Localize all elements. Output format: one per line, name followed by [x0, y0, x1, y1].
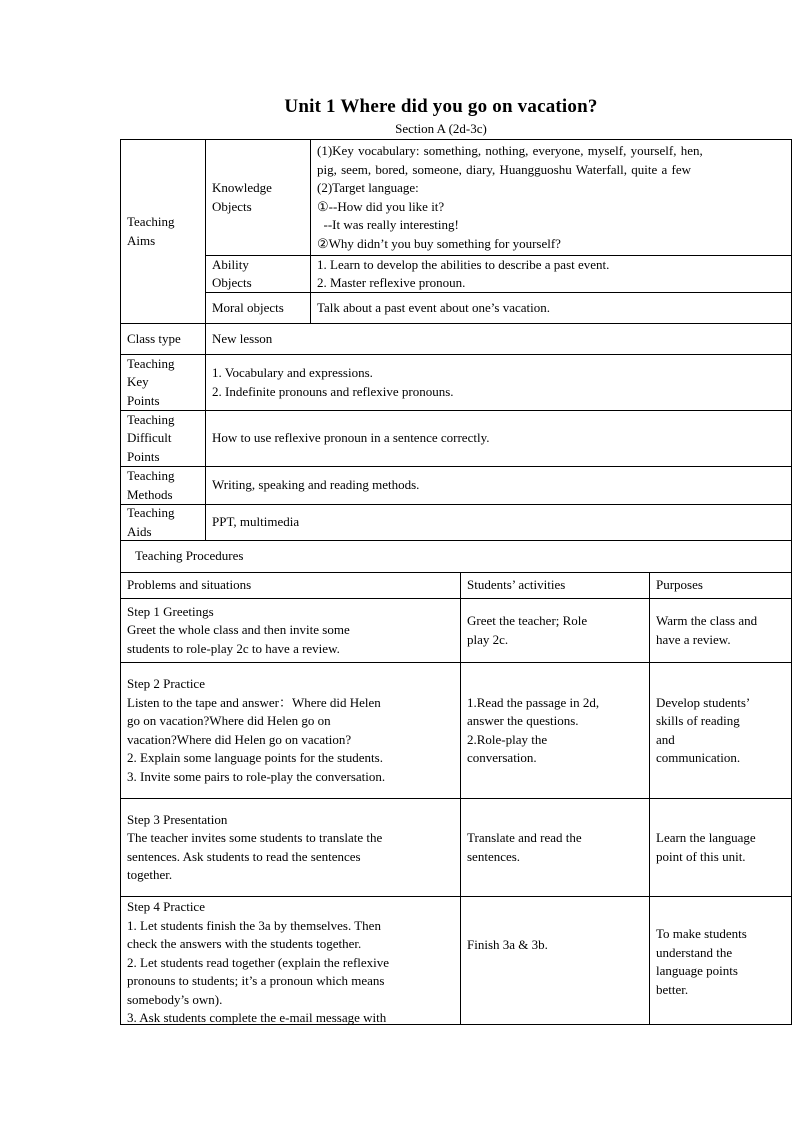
step-3-purposes: Learn the language point of this unit.	[656, 830, 756, 864]
step-1-activities: Greet the teacher; Role play 2c.	[467, 613, 588, 647]
step-1-purposes: Warm the class and have a review.	[656, 613, 758, 647]
step-3-problems: Step 3 Presentation The teacher invites some students to translate the sentences. Ask students to read the sentences together.	[127, 811, 383, 882]
step-3-activities: Translate and read the sentences.	[467, 830, 582, 864]
difficult-points-content: How to use reflexive pronoun in a sentence correctly.	[212, 430, 490, 446]
key-points-label: Teaching Key Points	[127, 355, 175, 408]
step-4-activities: Finish 3a & 3b.	[467, 936, 548, 952]
aids-content: PPT, multimedia	[212, 514, 300, 530]
class-type-label: Class type	[127, 330, 181, 346]
teaching-aims-label: Teaching Aims	[127, 214, 175, 248]
step-1-problems: Step 1 Greetings Greet the whole class and then invite some students to role-play 2c to have a review.	[127, 603, 350, 656]
methods-label: Teaching Methods	[127, 468, 175, 502]
step-4-purposes: To make students understand the language points better.	[656, 926, 747, 997]
difficult-points-label: Teaching Difficult Points	[127, 411, 175, 464]
methods-content: Writing, speaking and reading methods.	[212, 477, 420, 493]
step-2-problems: Step 2 Practice Listen to the tape and answer：Where did Helen go on vacation?Where did Helen go on vacation?Where did Helen go on vacation? 2. Explain some language points for the students. 3. Invite some pairs to role-play the conversation.	[127, 676, 386, 784]
procedures-heading: Teaching Procedures	[135, 548, 244, 564]
aids-label: Teaching Aids	[127, 505, 175, 539]
knowledge-objects-label: Knowledge Objects	[212, 180, 272, 214]
step-4-problems: Step 4 Practice 1. Let students finish the 3a by themselves. Then check the answers with the students together. 2. Let students read together (explain the reflexive pronouns to students; it’s a pronoun which means somebody’s own). 3. Ask students complete the e-mail message with	[127, 899, 390, 1024]
moral-objects-label: Moral objects	[212, 299, 284, 315]
ability-objects-content: 1. Learn to develop the abilities to describe a past event. 2. Master reflexive pronoun.	[317, 256, 610, 290]
document-title: Unit 1 Where did you go on vacation?	[284, 96, 598, 117]
column-header-purposes: Purposes	[656, 577, 703, 593]
document-subtitle: Section A (2d-3c)	[395, 121, 487, 136]
ability-objects-label: Ability Objects	[212, 256, 252, 290]
step-2-purposes: Develop students’ skills of reading and communication.	[656, 694, 751, 765]
step-2-activities: 1.Read the passage in 2d, answer the questions. 2.Role-play the conversation.	[467, 694, 600, 765]
key-points-content: 1. Vocabulary and expressions. 2. Indefinite pronouns and reflexive pronouns.	[212, 365, 454, 399]
column-header-activities: Students’ activities	[467, 577, 566, 593]
knowledge-objects-content: (1)Key vocabulary: something, nothing, everyone, myself, yourself, hen, pig, seem, bored, someone, diary, Huangguoshu Waterfall, quite a few (2)Target language: ①--How did you like it? --It was really interesting! ②Why didn’t you buy something for yourself?	[317, 143, 703, 251]
moral-objects-content: Talk about a past event about one’s vacation.	[317, 299, 551, 315]
class-type-value: New lesson	[212, 330, 273, 346]
column-header-problems: Problems and situations	[127, 577, 252, 593]
